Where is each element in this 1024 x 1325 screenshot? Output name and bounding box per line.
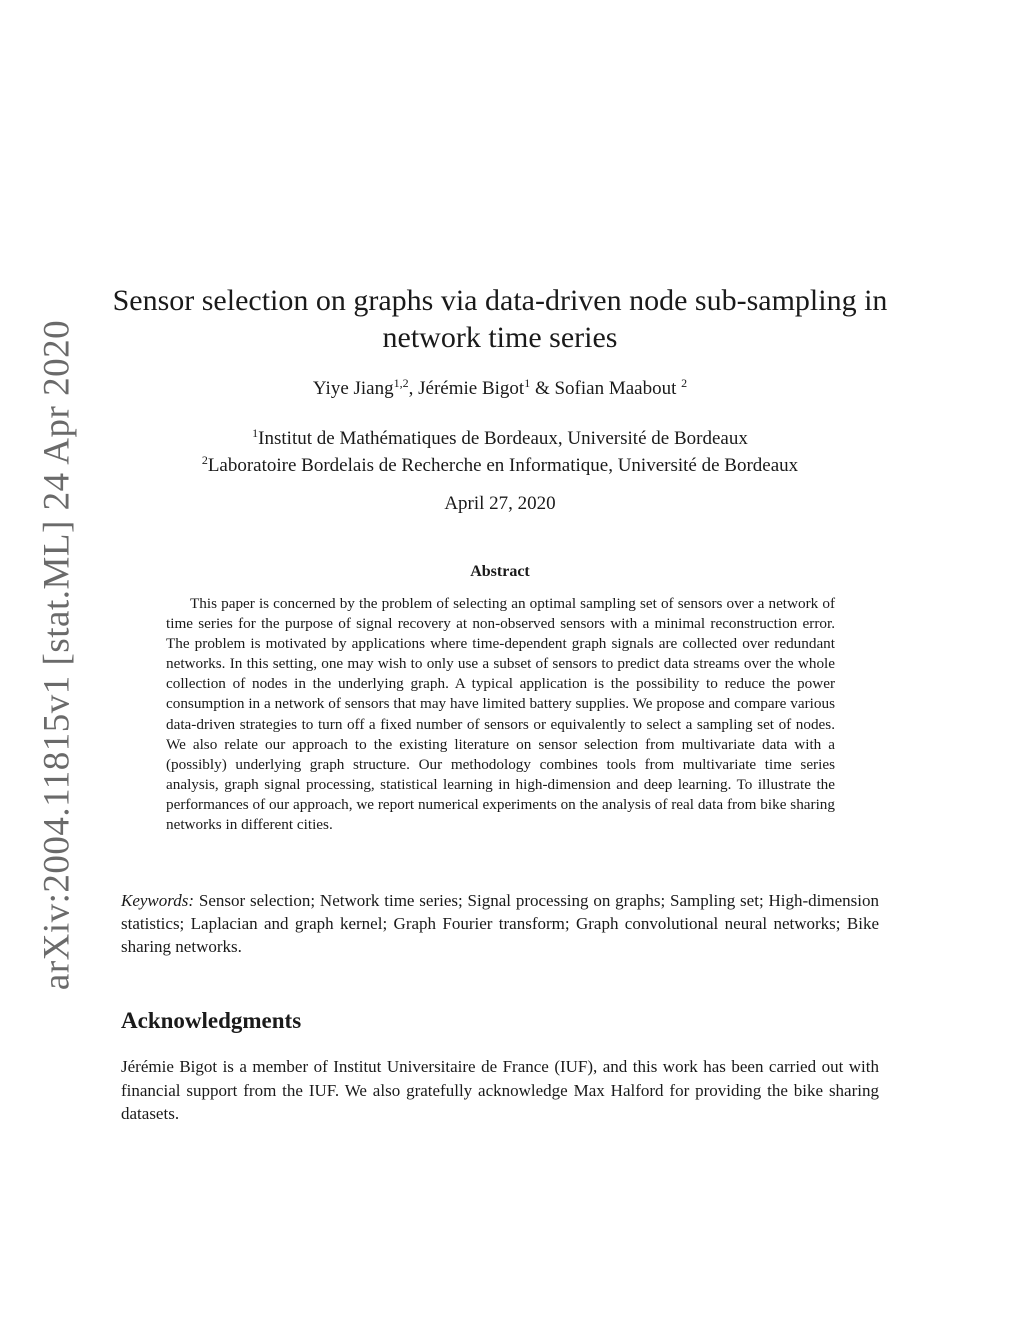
author-separator: &	[530, 378, 555, 399]
author-affil-mark: 1	[524, 376, 531, 390]
author-list	[100, 376, 900, 400]
paper-title: Sensor selection on graphs via data-driven node sub-sampling in network time series	[112, 284, 888, 354]
affiliation-text: Institut de Mathématiques de Bordeaux, Université de Bordeaux	[258, 428, 748, 449]
keywords	[121, 889, 879, 958]
author-name: Sofian Maabout	[554, 378, 682, 399]
affiliation-text: Laboratoire Bordelais de Recherche en Informatique, Université de Bordeaux	[207, 455, 799, 476]
abstract-heading: Abstract	[470, 563, 530, 580]
author-affil-mark: 2	[681, 376, 688, 390]
arxiv-stamp: arXiv:2004.11815v1 [stat.ML] 24 Apr 2020	[36, 319, 78, 991]
acknowledgments-heading: Acknowledgments	[121, 1008, 302, 1033]
author-name: Jérémie Bigot	[418, 378, 525, 399]
affiliation	[100, 426, 900, 450]
affiliation-number: 2	[201, 453, 208, 467]
affiliation	[100, 453, 900, 477]
paper-date: April 27, 2020	[444, 493, 556, 514]
keywords-text: Sensor selection; Network time series; Signal processing on graphs; Sampling set; High-dimension statistics; Laplacian and graph kernel; Graph Fourier transform; Graph convolutional neural networks; Bike sharing networks.	[121, 891, 879, 956]
author-name: Yiye Jiang	[312, 378, 394, 399]
author-separator: ,	[408, 378, 419, 399]
acknowledgments-text: Jérémie Bigot is a member of Institut Universitaire de France (IUF), and this work has been carried out with financial support from the IUF. We also gratefully acknowledge Max Halford for providing the bike sharing datasets.	[121, 1057, 879, 1123]
abstract-text: This paper is concerned by the problem of selecting an optimal sampling set of sensors over a network of time series for the purpose of signal recovery at non-observed sensors with a minimal reconstruction error. The problem is motivated by applications where time-dependent graph signals are collected over redundant networks. In this setting, one may wish to only use a subset of sensors to predict data streams over the whole collection of nodes in the underlying graph. A typical application is the possibility to reduce the power consumption in a network of sensors that may have limited battery supplies. We propose and compare various data-driven strategies to turn off a fixed number of sensors or equivalently to select a sampling set of nodes. We also relate our approach to the existing literature on sensor selection from multivariate data with a (possibly) underlying graph structure. Our methodology combines tools from multivariate time series analysis, graph signal processing, statistical learning in high-dimension and deep learning. To illustrate the performances of our approach, we report numerical experiments on the analysis of real data from bike sharing networks in different cities.	[166, 595, 835, 834]
author-affil-mark: 1,2	[393, 376, 409, 390]
affiliation-number: 1	[252, 426, 259, 440]
keywords-label: Keywords:	[121, 891, 195, 910]
